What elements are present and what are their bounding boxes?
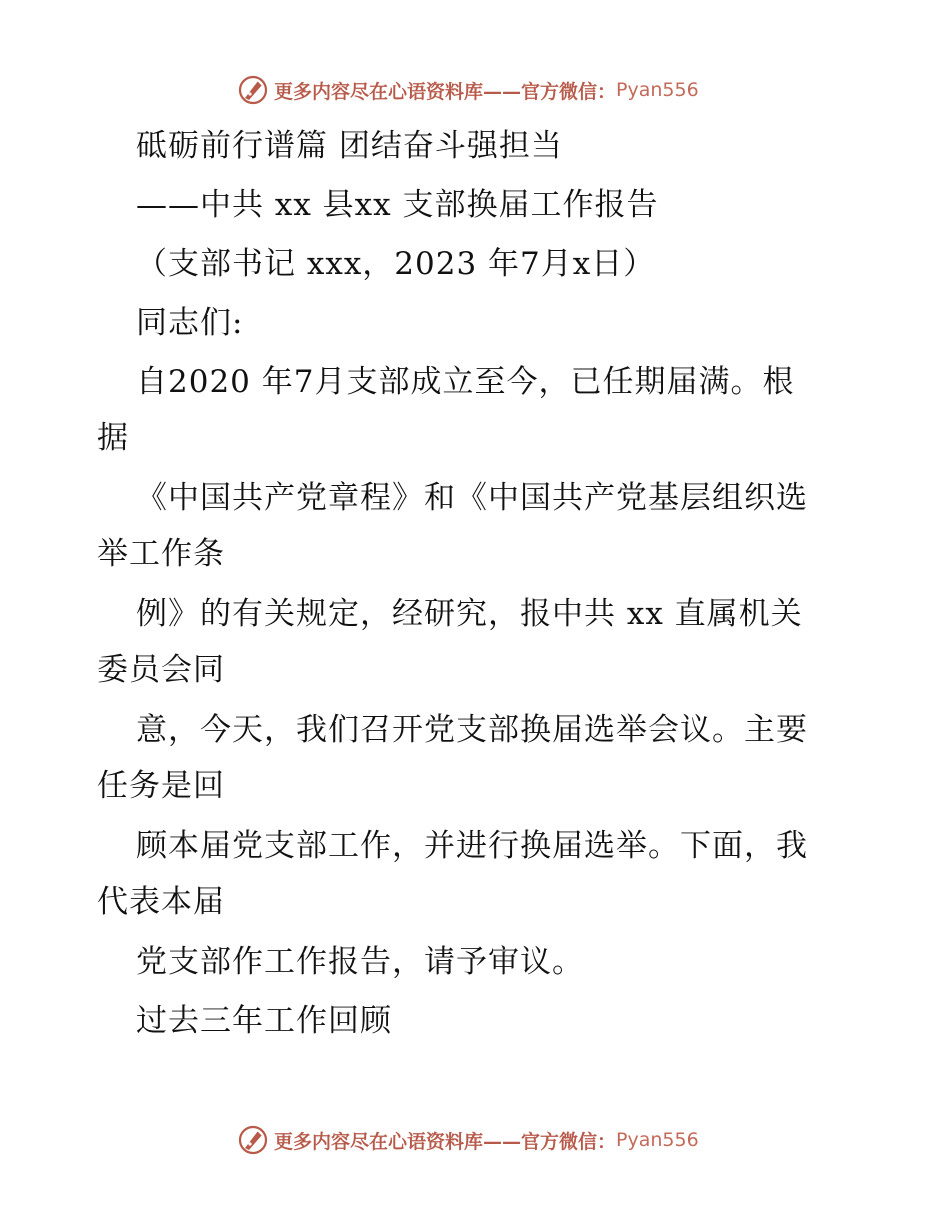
document-subtitle: ——中共 xx 县xx 支部换届工作报告 bbox=[136, 187, 659, 223]
banner-text: 更多内容尽在心语资料库——官方微信： bbox=[274, 1130, 617, 1153]
banner-text: 更多内容尽在心语资料库——官方微信： bbox=[274, 80, 617, 103]
body-line: 委员会同 bbox=[97, 652, 225, 688]
banner-wechat-id: Pyan556 bbox=[616, 79, 699, 101]
section-heading: 过去三年工作回顾 bbox=[136, 1003, 392, 1039]
body-line: 任务是回 bbox=[97, 768, 225, 804]
body-line: 党支部作工作报告，请予审议。 bbox=[136, 944, 584, 980]
body-line: 自2020 年7月支部成立至今，已任期届满。根 bbox=[136, 364, 795, 400]
body-line: 意，今天，我们召开党支部换届选举会议。主要 bbox=[136, 712, 808, 748]
body-line: 例》的有关规定，经研究，报中共 xx 直属机关 bbox=[136, 596, 803, 632]
footer-banner bbox=[236, 1122, 699, 1158]
header-banner bbox=[236, 72, 699, 108]
fountain-pen-logo-icon bbox=[236, 1123, 270, 1157]
document-title: 砥砺前行谱篇 团结奋斗强担当 bbox=[136, 128, 563, 164]
salutation: 同志们: bbox=[136, 305, 244, 341]
document-byline: （支部书记 xxx，2023 年7月x日） bbox=[136, 246, 656, 282]
body-line: 顾本届党支部工作，并进行换届选举。下面，我 bbox=[136, 828, 808, 864]
body-line: 举工作条 bbox=[97, 536, 225, 572]
body-line: 代表本届 bbox=[97, 884, 225, 920]
body-line: 据 bbox=[97, 420, 129, 456]
fountain-pen-logo-icon bbox=[236, 73, 270, 107]
body-line: 《中国共产党章程》和《中国共产党基层组织选 bbox=[136, 480, 808, 516]
banner-wechat-id: Pyan556 bbox=[616, 1129, 699, 1151]
